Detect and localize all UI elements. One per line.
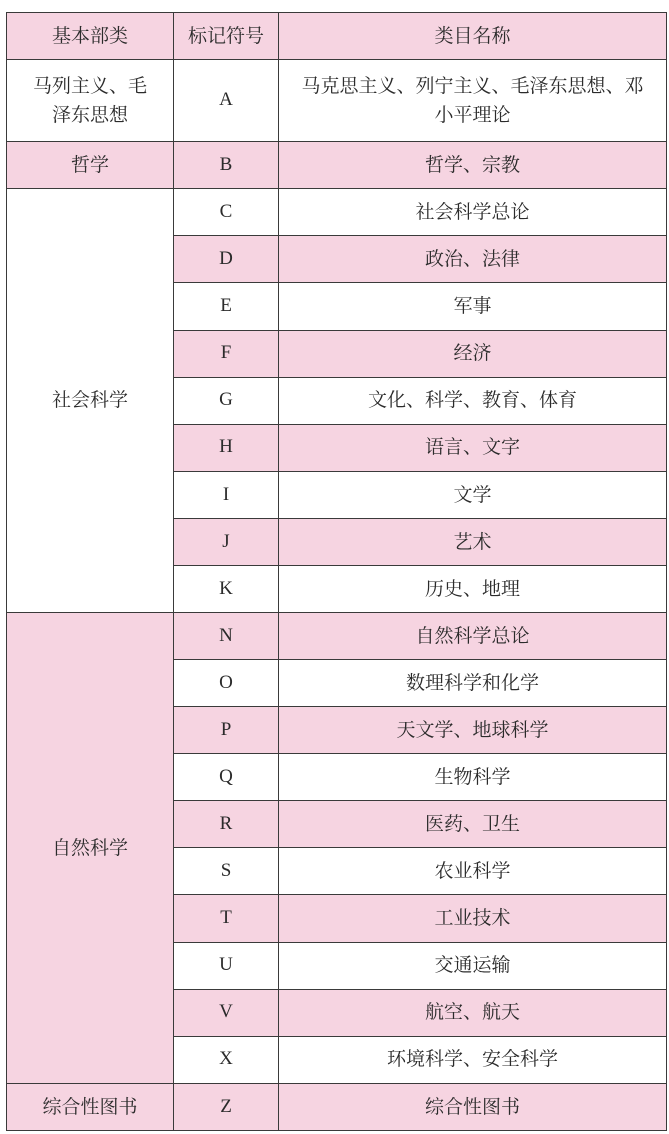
table-row bbox=[7, 1083, 667, 1130]
class-name-cell: 经济 bbox=[279, 330, 667, 377]
symbol-cell: B bbox=[174, 142, 279, 189]
class-name-cell: 文化、科学、教育、体育 bbox=[279, 377, 667, 424]
class-name-label: 马克思主义、列宁主义、毛泽东思想、邓小平理论 bbox=[301, 75, 644, 126]
header-symbol: 标记符号 bbox=[174, 13, 279, 60]
class-name-cell: 军事 bbox=[279, 283, 667, 330]
symbol-cell: P bbox=[174, 707, 279, 754]
classification-table bbox=[6, 12, 667, 1131]
symbol-cell: D bbox=[174, 236, 279, 283]
class-name-cell bbox=[279, 60, 667, 142]
symbol-cell: K bbox=[174, 565, 279, 612]
class-name-cell: 政治、法律 bbox=[279, 236, 667, 283]
class-name-cell: 环境科学、安全科学 bbox=[279, 1036, 667, 1083]
symbol-cell: X bbox=[174, 1036, 279, 1083]
class-name-cell: 哲学、宗教 bbox=[279, 142, 667, 189]
section-cell: 自然科学 bbox=[7, 613, 174, 1084]
class-name-cell: 工业技术 bbox=[279, 895, 667, 942]
symbol-cell: J bbox=[174, 518, 279, 565]
symbol-cell: R bbox=[174, 801, 279, 848]
symbol-cell: G bbox=[174, 377, 279, 424]
symbol-cell: V bbox=[174, 989, 279, 1036]
symbol-cell: C bbox=[174, 189, 279, 236]
class-name-cell: 航空、航天 bbox=[279, 989, 667, 1036]
section-label: 马列主义、毛泽东思想 bbox=[32, 75, 147, 126]
class-name-cell: 数理科学和化学 bbox=[279, 660, 667, 707]
class-name-cell: 天文学、地球科学 bbox=[279, 707, 667, 754]
table-row bbox=[7, 142, 667, 189]
class-name-cell: 医药、卫生 bbox=[279, 801, 667, 848]
class-name-cell: 历史、地理 bbox=[279, 565, 667, 612]
class-name-cell: 综合性图书 bbox=[279, 1083, 667, 1130]
symbol-cell: U bbox=[174, 942, 279, 989]
symbol-cell: O bbox=[174, 660, 279, 707]
class-name-cell: 语言、文字 bbox=[279, 424, 667, 471]
class-name-cell: 自然科学总论 bbox=[279, 613, 667, 660]
symbol-cell: T bbox=[174, 895, 279, 942]
header-row bbox=[7, 13, 667, 60]
symbol-cell: S bbox=[174, 848, 279, 895]
symbol-cell: Z bbox=[174, 1083, 279, 1130]
class-name-cell: 农业科学 bbox=[279, 848, 667, 895]
symbol-cell: I bbox=[174, 471, 279, 518]
symbol-cell: F bbox=[174, 330, 279, 377]
table-row bbox=[7, 613, 667, 660]
header-class-name: 类目名称 bbox=[279, 13, 667, 60]
symbol-cell: Q bbox=[174, 754, 279, 801]
table-row bbox=[7, 60, 667, 142]
symbol-cell: A bbox=[174, 60, 279, 142]
table-row bbox=[7, 189, 667, 236]
class-name-cell: 艺术 bbox=[279, 518, 667, 565]
symbol-cell: H bbox=[174, 424, 279, 471]
section-cell: 社会科学 bbox=[7, 189, 174, 613]
class-name-cell: 交通运输 bbox=[279, 942, 667, 989]
class-name-cell: 生物科学 bbox=[279, 754, 667, 801]
symbol-cell: N bbox=[174, 613, 279, 660]
symbol-cell: E bbox=[174, 283, 279, 330]
section-cell bbox=[7, 60, 174, 142]
section-cell: 哲学 bbox=[7, 142, 174, 189]
class-name-cell: 社会科学总论 bbox=[279, 189, 667, 236]
section-cell: 综合性图书 bbox=[7, 1083, 174, 1130]
class-name-cell: 文学 bbox=[279, 471, 667, 518]
header-category: 基本部类 bbox=[7, 13, 174, 60]
